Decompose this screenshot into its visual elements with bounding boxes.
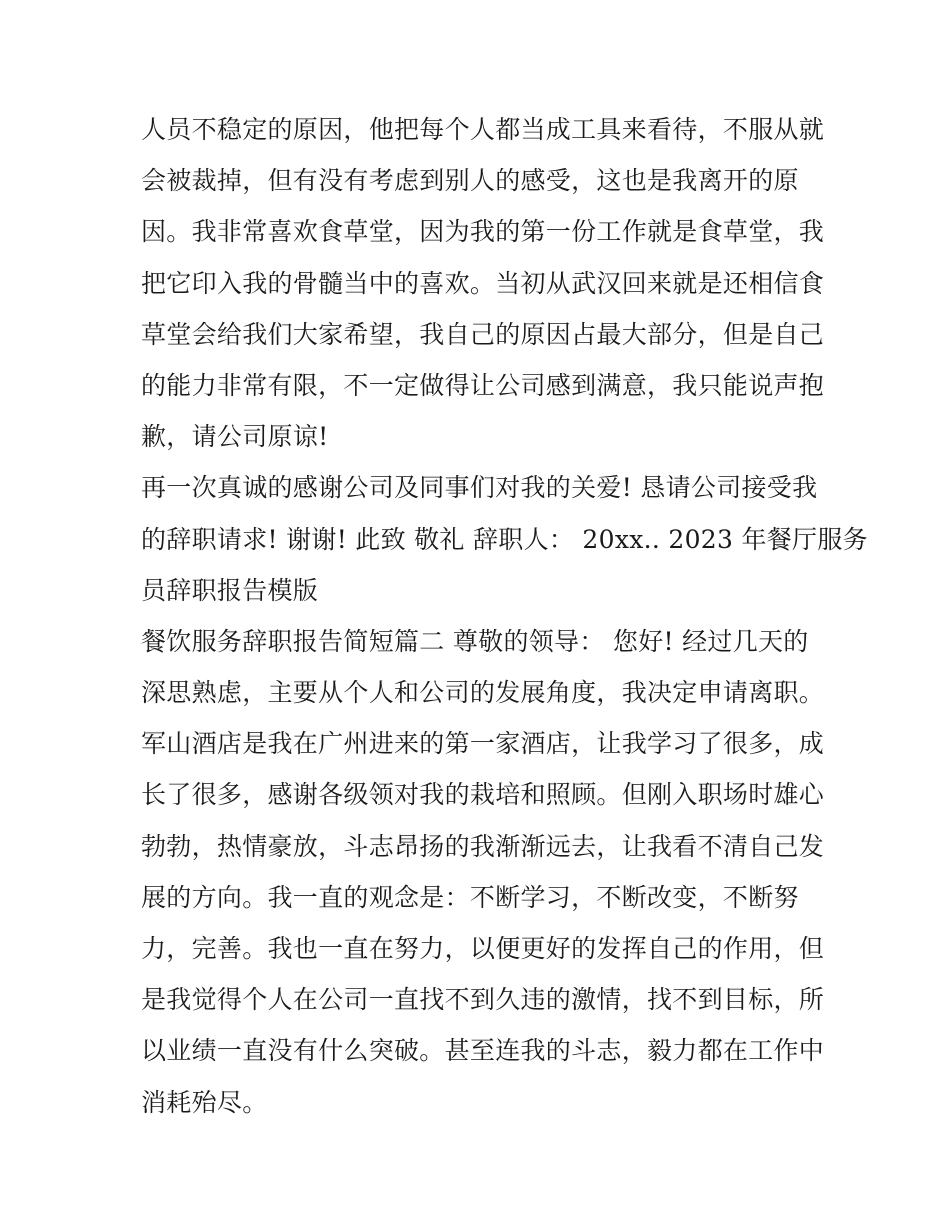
text-line: 深思熟虑，主要从个人和公司的发展角度，我决定申请离职。 (141, 678, 825, 708)
text-line: 因。我非常喜欢食草堂，因为我的第一份工作就是食草堂，我 (141, 217, 825, 247)
text-line: 草堂会给我们大家希望，我自己的原因占最大部分，但是自己 (141, 319, 825, 349)
text-line: 把它印入我的骨髓当中的喜欢。当初从武汉回来就是还相信食 (141, 268, 825, 298)
text-line: 的能力非常有限，不一定做得让公司感到满意，我只能说声抱 (141, 370, 825, 400)
text-line: 以业绩一直没有什么突破。甚至连我的斗志，毅力都在工作中 (141, 1036, 825, 1066)
text-line: 歉，请公司原谅! (141, 422, 329, 452)
document-body (141, 104, 868, 1128)
text-line: 军山酒店是我在广州进来的第一家酒店，让我学习了很多，成 (141, 729, 825, 759)
text-line: 会被裁掉，但有没有考虑到别人的感受，这也是我离开的原 (141, 166, 799, 196)
text-line: 消耗殆尽。 (141, 1087, 268, 1117)
text-line: 餐饮服务辞职报告简短篇二 尊敬的领导： 您好! 经过几天的 (141, 626, 809, 656)
text-line: 的辞职请求! 谢谢! 此致 敬礼 辞职人： 20xx.. 2023 年餐厅服务 (141, 524, 868, 554)
text-line: 勃勃，热情豪放，斗志昂扬的我渐渐远去，让我看不清自己发 (141, 831, 825, 861)
text-line: 人员不稳定的原因，他把每个人都当成工具来看待，不服从就 (141, 115, 825, 144)
text-line: 员辞职报告模版 (141, 575, 319, 605)
text-line: 长了很多，感谢各级领对我的栽培和照顾。但刚入职场时雄心 (141, 780, 825, 810)
text-line: 力，完善。我也一直在努力，以便更好的发挥自己的作用，但 (141, 934, 825, 963)
text-line: 展的方向。我一直的观念是：不断学习，不断改变，不断努 (141, 882, 799, 912)
text-line: 再一次真诚的感谢公司及同事们对我的关爱! 恳请公司接受我 (141, 473, 818, 503)
text-line: 是我觉得个人在公司一直找不到久违的激情，找不到目标，所 (141, 985, 825, 1015)
